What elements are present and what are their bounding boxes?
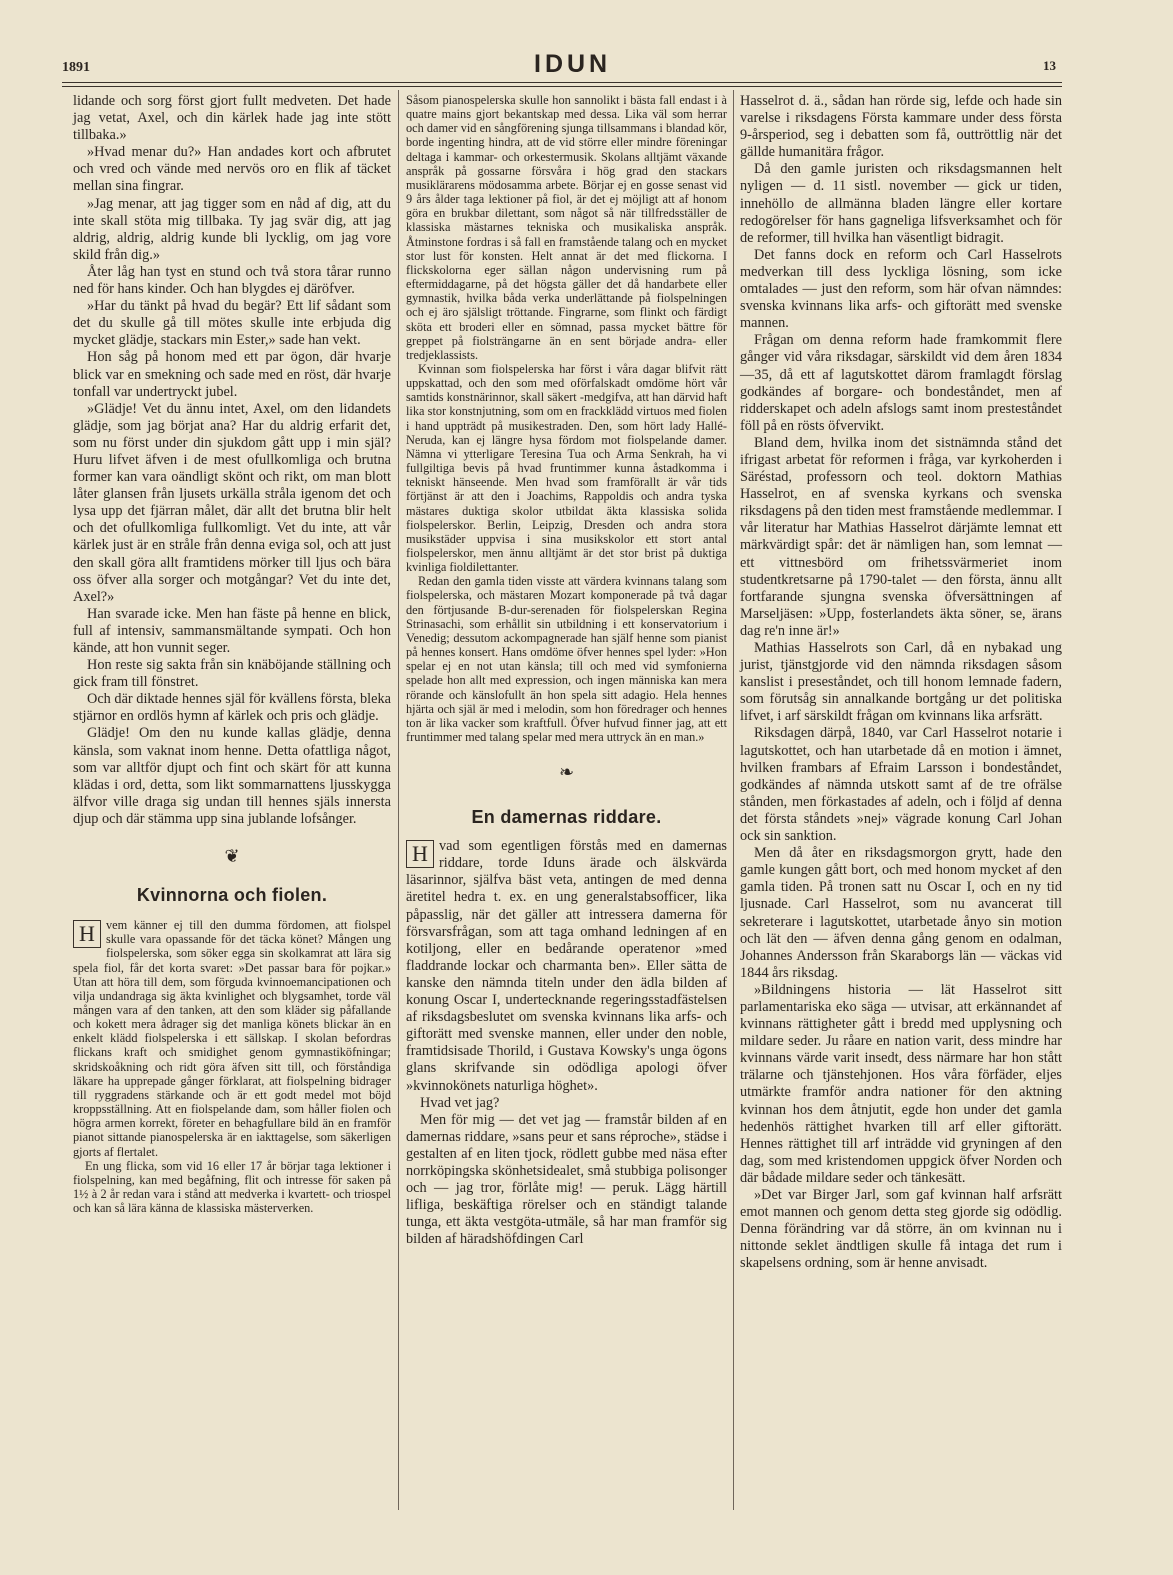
header-year: 1891 <box>62 60 90 75</box>
page-number: 13 <box>1043 58 1056 73</box>
article-paragraph: Såsom pianospelerska skulle hon sannolikt i bästa fall endast i à quatre mains gjort bekantskap med dessa. Lika väl som herrar och damer vid en sångförening sjunga tillsammans i blandad kör, borde ingenting hindra, att de vid större eller mindre föreningar deltaga i kammar- och orkestermusik. Skolans alltjämt växande anspråk på gossarne försvåra i hög grad den stackars musiklärarens mödosamma arbete. Börjar ej en gosse senast vid 9 års ålder taga lektioner på fiol, är det ej möjligt att af honom göra en brukbar dilettant, som något så när tillfredsställer de klassiska mästarnes tekniska och musikaliska anspråk. Åtminstone fordras i så fall en framstående talang och en mycket stor lust för konsten. Helt annat är det med flickorna. I flickskolorna eger sällan någon undervisning rum på eftermiddagarne, på det högsta gäller det då handarbete eller gymnastik, hvilka båda verka underlättande på fiolspelningen och ej äro själsligt tröttande. Fingrarne, som flinkt och färdigt sköta ett broderi eller en sömnad, passa mycket bättre för greppet på fiolsträngarne än en sent började andra- eller tredjeklassists. <box>406 93 727 362</box>
article-paragraph: En ung flicka, som vid 16 eller 17 år börjar taga lektioner i fiolspelning, kan med begåfning, flit och intresse för saken på 1½ à 2 år redan vara i stånd att medverka i kvartett- och triospel och kan så lära känna de klassiska mästerverken. <box>73 1158 391 1216</box>
article-paragraph: vem känner ej till den dumma fördomen, att fiolspel skulle vara opassande för det täcka könet? Mången ung fiolspelerska, som söker egga sin skolkamrat att lära sig spela fiol, får det korta svaret: »Det passar bara för pojkar.» Utan att höra till dem, som förguda kvinnoemancipationen och vilja undandraga sig äkta kvinlighet och blygsamhet, torde väl mången vara af den tanken, att den som kläder sig påfallande och kokett mera ådrager sig det manliga könets blickar än en enkelt klädd fiolspelerska i ett sällskap. I skolan befordras flickans kraft och smidighet genom gymnastiköfningar; skridskoåkning och ridt göra äfven sitt till, och förståndiga läkare ha upprepade gånger förklarat, att fiolspelning bidrager till ryggradens stärkande och är ett godt medel mot böjd kroppsställning. Att en fiolspelande dam, som håller fiolen och högra armen korrekt, företer en behagfullare bild än en framför pianot sittande pianospelerska är en iakttagelse, som säkerligen gjorts af flertalet. <box>73 918 391 1159</box>
article-paragraph: »Det var Birger Jarl, som gaf kvinnan half arfsrätt emot mannen och genom detta steg gjorde sig odödlig. Denna förändring var då större, än om kvinnan nu i nittonde seklet ändtligen skulle få intaga det rum i skapelsens ordning, som är henne anvisadt. <box>740 1187 1062 1272</box>
article-paragraph: Frågan om denna reform hade framkommit flere gånger vid våra riksdagar, särskildt vid dem åren 1834—35, då ett af lagutskottet därom framlagdt förslag godkändes af borgare- och bondeståndet, men af ridderskapet och adeln afslogs samt inom presteståndet föll på en rösts öfvervikt. <box>740 332 1062 434</box>
article-title-kvinnorna: Kvinnorna och fiolen. <box>136 885 328 906</box>
drop-cap-initial: H <box>73 920 101 948</box>
article-paragraph: vad som egentligen förstås med en damernas riddare, torde Iduns ärade och älskvärda läsarinnor, själfva bäst veta, antingen de med denna äretitel hedra t. ex. en ung generalstabsofficer, lika påpasslig, när det gäller att intressera damerna för försvarsfrågan, som att taga omhand ledningen af en kotiljong, eller en bedårande operatenor »med fladdrande lockar och charmanta ben». Eller sätta de kanske den nämnda titeln under den ädla bilden af konung Oscar I, undertecknande regeringsstadfästelsen af riksdagsbeslutet om svenska kvinnans lika arfs- och giftorätt med svenske mannen, eller under den noble, framtidsisade Thorild, i Gustava Kowsky's unga ögons glans skrifvande sin odödliga apologi öfver »kvinnokönets naturliga höghet». <box>406 838 727 1094</box>
header-rule-top <box>62 82 1062 83</box>
article-paragraph: Det fanns dock en reform och Carl Hasselrots medverkan till dess lyckliga lösning, som icke omtalades — just den reform, som här ofvan nämndes: svenska kvinnans lika arfs- och giftorätt med svenske mannen. <box>740 246 1062 332</box>
article-paragraph: »Bildningens historia — lät Hasselrot sitt parlamentariska eko säga — utvisar, att erkännandet af kvinnans rättigheter gått i bredd med upplysning och mildare seder. Ju råare en nation varit, dess mindre har kvinnans värde varit insedt, dess närmare har hon stått trälarne och tjänstehjonen. Hos våra förfäder, eljes utmärkte framför andra nationer för den aktning kvinnan hos dem åtnjutit, egde hon under det gamla hedenhös rättighet hvarken till arf eller giftorätt. Hennes rättighet till arf inträdde vid gryningen af den dag, som med kristendomen uppgick öfver Norden och där bådade mildare seder och tänkesätt. <box>740 981 1062 1186</box>
story-paragraph: lidande och sorg först gjort fullt medveten. Det hade jag vetat, Axel, och din kärlek hade jag inte stött tillbaka.» <box>73 93 391 144</box>
story-paragraph: Glädje! Om den nu kunde kallas glädje, denna känsla, som vaknat inom henne. Detta ofattliga något, som var alltför djupt och fint och skärt för att kunna klädas i ord, detta, som likt sommarnattens ljusskygga älfvor ville draga sig undan till hennes själs innersta djup och där stämma upp sina jublande lofsånger. <box>73 725 391 827</box>
article-paragraph: Då den gamle juristen och riksdagsmannen helt nyligen — d. 11 sistl. november — gick ur tiden, innehöllo de allmänna bladen längre eller kortare redogörelser för hans gagneliga lifsverksamhet och för de reformer, till hvilka han väsentligt bidragit. <box>740 161 1062 246</box>
column-3 <box>740 93 1062 1272</box>
article-paragraph: Men för mig — det vet jag — framstår bilden af en damernas riddare, »sans peur et sans réproche», städse i gestalten af en liten tjock, rödlett gubbe med näsa efter norrköpingska skönhetsidealet, små stubbiga polisonger och — jag tror, förlåte mig! — peruk. Lägg härtill lifliga, beskäftiga rörelser och en ständigt talande tunga, ett äkta vestgöta-utmäle, så har man framför sig bilden af häradshöfdingen Carl <box>406 1111 727 1248</box>
column-1 <box>73 93 391 1215</box>
column-rule-1 <box>398 90 399 1510</box>
story-paragraph: Hon reste sig sakta från sin knäböjande ställning och gick fram till fönstret. <box>73 657 391 691</box>
story-paragraph: Han svarade icke. Men han fäste på henne en blick, full af intensiv, sammansmältande sympati. Och hon kände, att hon vunnit seger. <box>73 605 391 656</box>
article-paragraph: Riksdagen därpå, 1840, var Carl Hasselrot notarie i lagutskottet, och han utarbetade då en motion i ämnet, hvilken frambars af Efraim Larsson i bondeståndet, godkändes af nämnda utskott samt af de tre ofrälse stånden, men förkastades af adeln, och i följd af denna det första ståndets »nej» vägrade konung Carl Johan ock sin sanktion. <box>740 725 1062 845</box>
ornament-divider-icon: ❦ <box>224 846 240 867</box>
article-paragraph: Hasselrot d. ä., sådan han rörde sig, lefde och hade sin varelse i riksdagens Första kammare under dess första 9-årsperiod, seg i debatten som få, outtröttlig när det gällde humanitära frågor. <box>740 93 1062 161</box>
article-title-riddare: En damernas riddare. <box>471 807 662 828</box>
story-paragraph: »Jag menar, att jag tigger som en nåd af dig, att du inte skall stöta mig tillbaka. Ty jag svär dig, att jag aldrig, aldrig, aldrig kunde bli lycklig, om jag vore skild från dig.» <box>73 195 391 263</box>
ornament-divider-icon: ❧ <box>558 762 575 783</box>
story-paragraph: Hon såg på honom med ett par ögon, där hvarje blick var en smekning och sade med en röst, där hvarje tonfall var undertryckt jubel. <box>73 349 391 400</box>
story-paragraph: »Har du tänkt på hvad du begär? Ett lif sådant som det du skulle gå till mötes skulle inte erbjuda dig mycket glädje, stackars min Ester,» sade han vekt. <box>73 298 391 349</box>
article-paragraph: Hvad vet jag? <box>420 1094 500 1111</box>
article-paragraph: Men då åter en riksdagsmorgon grytt, hade den gamle kungen gått bort, och med honom mycket af den gamla tiden. På tronen satt nu Oscar I, och en ny tid ljusnade. Carl Hasselrot, som nu avancerat till sekreterare i lagutskottet, utarbetade ånyo sin motion och lät den — äfven denna gång genom en odalman, Johannes Andersson från Skaraborgs län — väckas vid 1844 års riksdag. <box>740 845 1062 981</box>
article-paragraph: Bland dem, hvilka inom det sistnämnda stånd det ifrigast arbetat för reformen i fråga, var kyrkoherden i Säréstad, professorn och teol. doktorn Mathias Hasselrot, en af svenska kyrkans och svenska riksdagens på den tiden mest framstående medlemmar. I vår literatur har Mathias Hasselrot därjämte lemnat ett märkvärdigt spår: det är nämligen han, som lemnat — ett vittnesbörd om frihetssvärmeriet inom studentkretsarne på 1790-talet — den första, ännu allt fortfarande sjungna svenska öfversättningen af Marseljäsen: »Upp, fosterlandets äkta söner, se, ärans dag re'n inne är!» <box>740 434 1062 639</box>
drop-cap-initial: H <box>406 840 434 868</box>
story-paragraph: Och där diktade hennes själ för kvällens första, bleka stjärnor en ordlös hymn af kärlek och pris och glädje. <box>73 691 391 725</box>
article-paragraph: Kvinnan som fiolspelerska har först i våra dagar blifvit rätt uppskattad, och den som med oförfalskadt omdöme hört vår samtids konstnärinnor, skall säkert -medgifva, att han därvid haft lika stor konstnjutning, som om en frackklädd virtuos med fiolen i hand uppträdt på musikestraden. Den, som hört lady Hallé-Neruda, kan ej längre hysa fördom mot fiolspelande damer. Nämna vi ytterligare Teresina Tua och Arma Senkrah, ha vi fullgiltiga bevis på hvad fruntimmer kunna åstadkomma i tekniskt hänseende. Men hvad som framförallt är vår tids förtjänst är att den i Joachims, Rappoldis och andra tyska mästares duktiga skolor utbildat äkta klassiska solida fiolspelerskor. Berlin, Leipzig, Dresden och andra stora musikstäder uppvisa i sina musikskolor ett stort antal fiolspelerskor, men ännu alltjämt är det stor brist på duktiga kvinliga fioldilettanter. <box>406 361 727 575</box>
story-paragraph: »Glädje! Vet du ännu intet, Axel, om den lidandets glädje, som jag börjat ana? Har du aldrig erfarit det, som nu först under din sjukdom gått upp i min själ? Huru lifvet äfven i de mest ofullkomliga och brutna former kan vara oändligt skönt och rikt, om man blott låter glansen från ljusets urkälla stråla igenom det och lysa upp det fjärran målet, där allt det brutna blir helt och det ofullkomliga fullkomligt. Vet du inte, att vår kärlek just är en stråle från denna eviga sol, och att just den skall göra allt framtidens mörker till ljus och bära oss öfver alla sorger och motgångar? Vet du inte det, Axel?» <box>73 400 391 605</box>
column-2 <box>406 93 727 1248</box>
story-paragraph: Åter låg han tyst en stund och två stora tårar runno ned för hans kinder. Och han blygdes ej däröfver. <box>73 263 391 298</box>
article-paragraph: Mathias Hasselrots son Carl, då en nybakad ung jurist, tjänstgjorde vid den nämnda riksdagen såsom kanslist i preseståndet, och till honom lemnade fadern, som förutsåg sin annalkande bortgång ur det politiska lifvet, i arf särskildt frågan om kvinnans lika arfsrätt. <box>740 640 1062 725</box>
article-paragraph: Redan den gamla tiden visste att värdera kvinnans talang som fiolspelerska, och mästaren Mozart komponerade på två dagar den förtjusande B-dur-serenaden för fiolspelerskan Regina Strinasachi, som erhållit sin utbildning i ett konservatorium i Venedig; dessutom ackompagnerade han själf henne som pianist på hennes konsert. Hans omdöme öfver hennes spel lyder: »Hon spelar ej en not utan känsla; till och med vid symfonierna spelade hon allt med expression, och ingen människa kan mera rörande och känslofullt än hon spela sitt adagio. Hela hennes hjärta och själ är med i melodin, som hon föredrager och hennes ton är lika vacker som kraftfull. Öfver hufvud finner jag, att ett fruntimmer med talang spelar med mera uttryck än en man.» <box>406 574 727 745</box>
story-paragraph: »Hvad menar du?» Han andades kort och afbrutet och vred och vände med nervös oro en flik af täcket mellan sina fingrar. <box>73 144 391 195</box>
column-rule-2 <box>733 90 734 1510</box>
masthead-title: IDUN <box>534 50 612 78</box>
header-rule-bottom <box>62 86 1062 87</box>
